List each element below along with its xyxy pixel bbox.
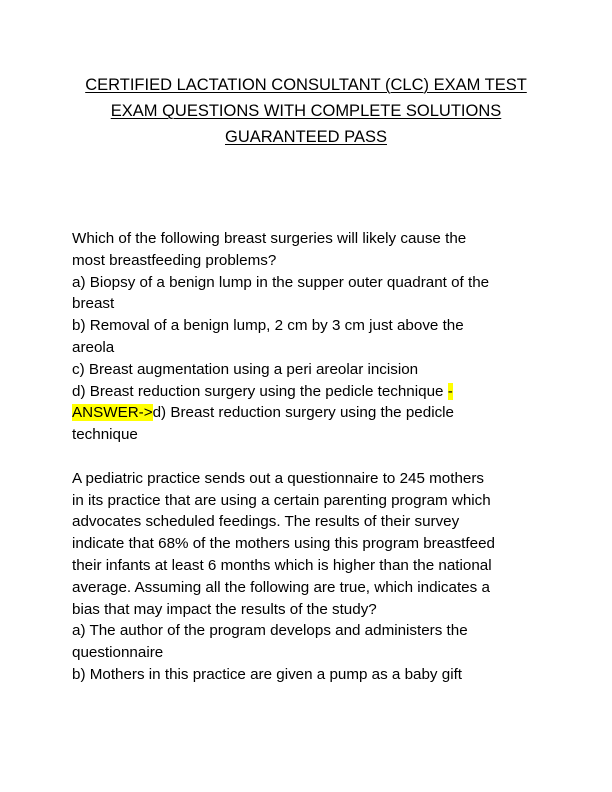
question-2-option-a: a) The author of the program develops and administers the xyxy=(72,622,468,640)
question-1-option-d-line xyxy=(72,381,542,403)
question-1-option-a-cont: breast xyxy=(72,295,115,313)
question-1-option-b: b) Removal of a benign lump, 2 cm by 3 cm just above the xyxy=(72,317,464,335)
document-title xyxy=(72,72,540,150)
question-1-option-b-cont: areola xyxy=(72,338,115,356)
title-line-1: CERTIFIED LACTATION CONSULTANT (CLC) EXAM TEST xyxy=(85,76,527,94)
paragraph-gap xyxy=(72,446,542,468)
answer-marker-dash: - xyxy=(447,382,453,400)
question-1-stem-line: most breastfeeding problems? xyxy=(72,251,277,269)
question-2-stem-line: in its practice that are using a certain parenting program which xyxy=(72,491,491,509)
document-body xyxy=(72,228,542,686)
question-1-option-c: c) Breast augmentation using a peri areolar incision xyxy=(72,360,419,378)
question-2-stem-line: average. Assuming all the following are true, which indicates a xyxy=(72,578,490,596)
question-2-option-a-cont: questionnaire xyxy=(72,644,164,662)
title-line-2: EXAM QUESTIONS WITH COMPLETE SOLUTIONS xyxy=(110,102,502,120)
answer-marker: ANSWER-> xyxy=(72,404,153,422)
question-2-stem-line: indicate that 68% of the mothers using this program breastfeed xyxy=(72,535,495,553)
title-line-3: GUARANTEED PASS xyxy=(225,128,387,146)
question-1-option-d: d) Breast reduction surgery using the pedicle technique xyxy=(72,382,448,400)
question-1-stem-line: Which of the following breast surgeries will likely cause the xyxy=(72,230,467,247)
question-2-stem-line: A pediatric practice sends out a questionnaire to 245 mothers xyxy=(72,469,484,487)
question-1-answer-cont: technique xyxy=(72,426,138,444)
question-2 xyxy=(72,468,542,686)
question-2-stem-line: their infants at least 6 months which is higher than the national xyxy=(72,556,492,574)
question-1-option-a: a) Biopsy of a benign lump in the supper outer quadrant of the xyxy=(72,273,490,291)
question-2-stem-line: bias that may impact the results of the study? xyxy=(72,600,377,618)
question-1-answer: d) Breast reduction surgery using the pedicle xyxy=(152,404,454,422)
question-1 xyxy=(72,228,542,446)
question-1-answer-line xyxy=(72,402,542,424)
question-2-stem-line: advocates scheduled feedings. The results of their survey xyxy=(72,513,460,531)
question-2-option-b: b) Mothers in this practice are given a pump as a baby gift xyxy=(72,665,463,683)
